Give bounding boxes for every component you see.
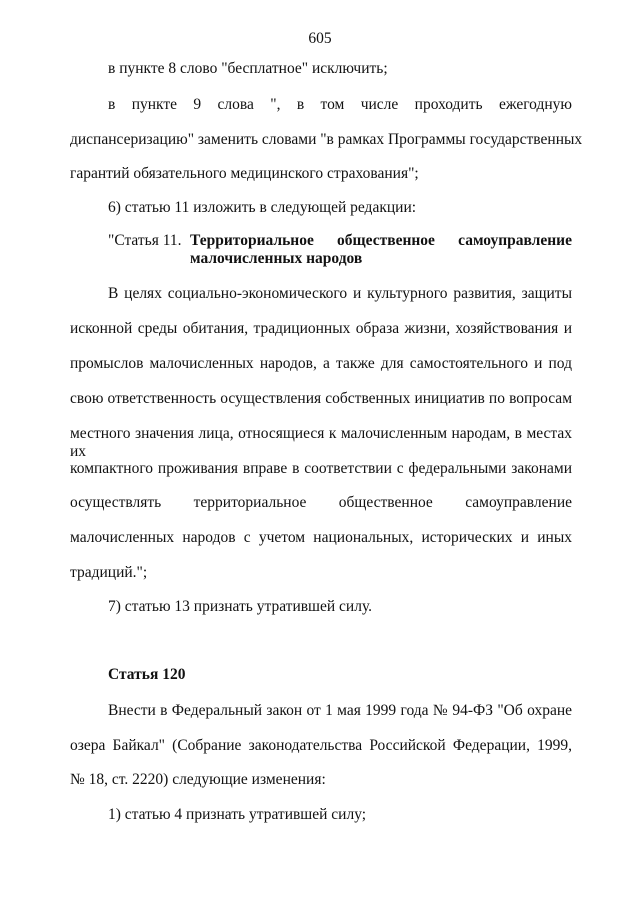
page-number: 605 [308, 30, 332, 47]
text-line: компактного проживания вправе в соответствии с федеральными законами [70, 460, 572, 477]
text-line: промыслов малочисленных народов, а также для самостоятельного и под [70, 355, 572, 372]
text-line: традиций."; [70, 564, 148, 581]
article-11-title [190, 232, 572, 268]
article-11-label: "Статья 11. [108, 232, 182, 249]
text-line: осуществлять территориальное общественное самоуправление [70, 494, 572, 511]
text-line: в пункте 8 слово "бесплатное" исключить; [108, 60, 388, 77]
text-line: озера Байкал" (Собрание законодательства Российской Федерации, 1999, [70, 737, 572, 754]
article-heading: Статья 120 [108, 666, 186, 683]
text-line: 1) статью 4 признать утратившей силу; [108, 806, 367, 823]
text-line: гарантий обязательного медицинского страхования"; [70, 165, 419, 182]
text-line: в пункте 9 слова ", в том числе проходить ежегодную [108, 96, 572, 113]
article-11-title-line: малочисленных народов [190, 250, 363, 267]
text-line: 7) статью 13 признать утратившей силу. [108, 598, 373, 615]
text-line: местного значения лица, относящиеся к малочисленным народам, в местах их [70, 425, 572, 460]
text-line: исконной среды обитания, традиционных образа жизни, хозяйствования и [70, 320, 572, 337]
article-11-title-line: Территориальное общественное самоуправление [190, 232, 572, 249]
text-line: В целях социально-экономического и культурного развития, защиты [108, 285, 572, 302]
text-line: малочисленных народов с учетом национальных, исторических и иных [70, 529, 572, 546]
text-line: Внести в Федеральный закон от 1 мая 1999 года № 94-ФЗ "Об охране [108, 702, 572, 719]
text-line: диспансеризацию" заменить словами "в рамках Программы государственных [70, 131, 583, 148]
text-line: свою ответственность осуществления собственных инициатив по вопросам [70, 390, 572, 407]
text-line: № 18, ст. 2220) следующие изменения: [70, 771, 326, 788]
text-line: 6) статью 11 изложить в следующей редакции: [108, 199, 417, 216]
